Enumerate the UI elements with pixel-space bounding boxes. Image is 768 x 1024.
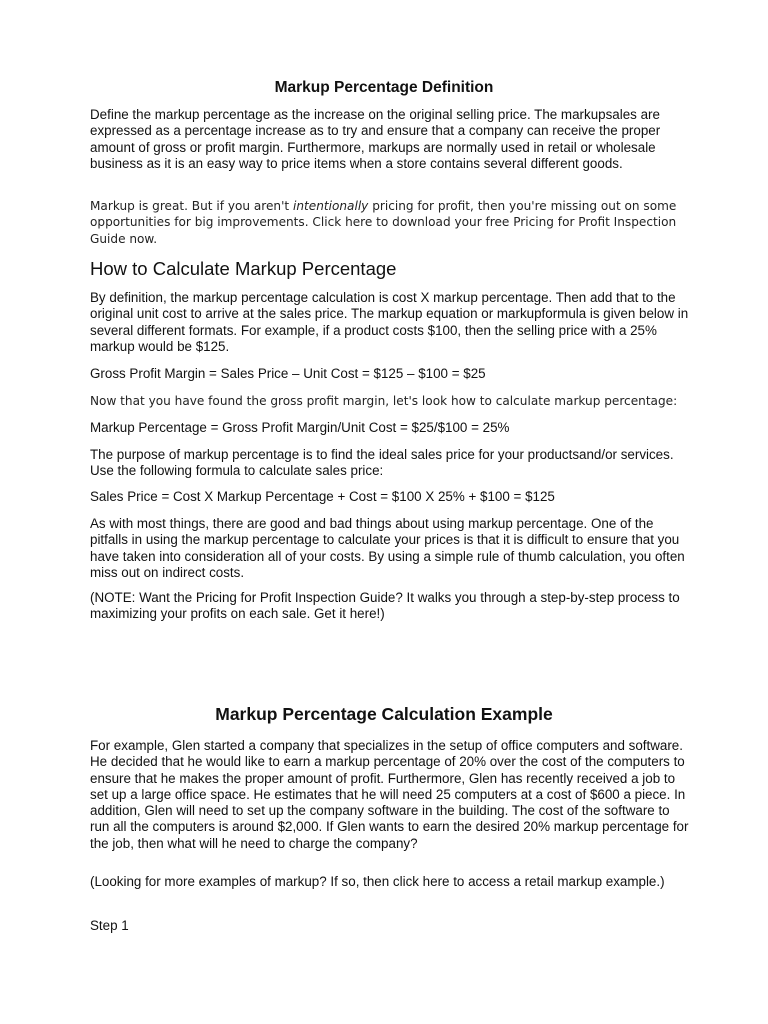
note-paragraph: (NOTE: Want the Pricing for Profit Inspection Guide? It walks you through a step-by-step process to maximizing your profits on each sale. Get it here!) bbox=[90, 590, 680, 622]
step-label: Step 1 bbox=[90, 918, 129, 933]
promo-paragraph bbox=[90, 198, 690, 247]
sales-price-formula: Sales Price = Cost X Markup Percentage + Cost = $100 X 25% + $100 = $125 bbox=[90, 489, 555, 504]
markup-percentage-formula: Markup Percentage = Gross Profit Margin/Unit Cost = $25/$100 = 25% bbox=[90, 420, 510, 435]
section-title-definition: Markup Percentage Definition bbox=[274, 79, 494, 96]
example-paragraph: For example, Glen started a company that specializes in the setup of office computers and software. He decided that he would like to earn a markup percentage of 20% over the cost of the computers to ensure that he makes the proper amount of profit. Furthermore, Glen has recently received a job to set up a large office space. He estimates that he will need 25 computers at a cost of $600 a piece. In addition, Glen will need to set up the company software in the building. The cost of the software to run all the computers is around $2,000. If Glen wants to earn the desired 20% markup percentage for the job, then what will he need to charge the company? bbox=[90, 738, 689, 851]
promo-emphasis: intentionally bbox=[293, 199, 369, 213]
more-examples-paragraph: (Looking for more examples of markup? If so, then click here to access a retail markup example.) bbox=[90, 874, 665, 889]
section-title-how-to-calculate: How to Calculate Markup Percentage bbox=[90, 258, 397, 279]
pitfalls-paragraph: As with most things, there are good and bad things about using markup percentage. One of the pitfalls in using the markup percentage to calculate your prices is that it is difficult to ensure that you have taken into consideration all of your costs. By using a simple rule of thumb calculation, you often miss out on indirect costs. bbox=[90, 516, 685, 580]
promo-text-start: Markup is great. But if you aren't bbox=[90, 199, 294, 213]
gross-profit-formula: Gross Profit Margin = Sales Price – Unit Cost = $125 – $100 = $25 bbox=[90, 366, 486, 381]
purpose-paragraph: The purpose of markup percentage is to find the ideal sales price for your productsand/or services. Use the following formula to calculate sales price: bbox=[90, 447, 674, 479]
calculation-paragraph: By definition, the markup percentage calculation is cost X markup percentage. Then add that to the original unit cost to arrive at the sales price. The markup equation or markupformula is given below in several different formats. For example, if a product costs $100, then the selling price with a 25% markup would be $125. bbox=[90, 290, 689, 354]
promo-text-end: pricing for profit, then you're missing out on some opportunities for big improvements. Click here to download your free Pricing for Profit Inspection Guide now. bbox=[90, 199, 677, 246]
transition-text: Now that you have found the gross profit margin, let's look how to calculate markup percentage: bbox=[90, 394, 678, 408]
section-title-example: Markup Percentage Calculation Example bbox=[215, 704, 553, 724]
definition-paragraph: Define the markup percentage as the increase on the original selling price. The markupsales are expressed as a percentage increase as to try and ensure that a company can receive the proper amount of gross or profit margin. Furthermore, markups are normally used in retail or wholesale business as it is an easy way to price items when a store contains several different goods. bbox=[90, 107, 661, 171]
